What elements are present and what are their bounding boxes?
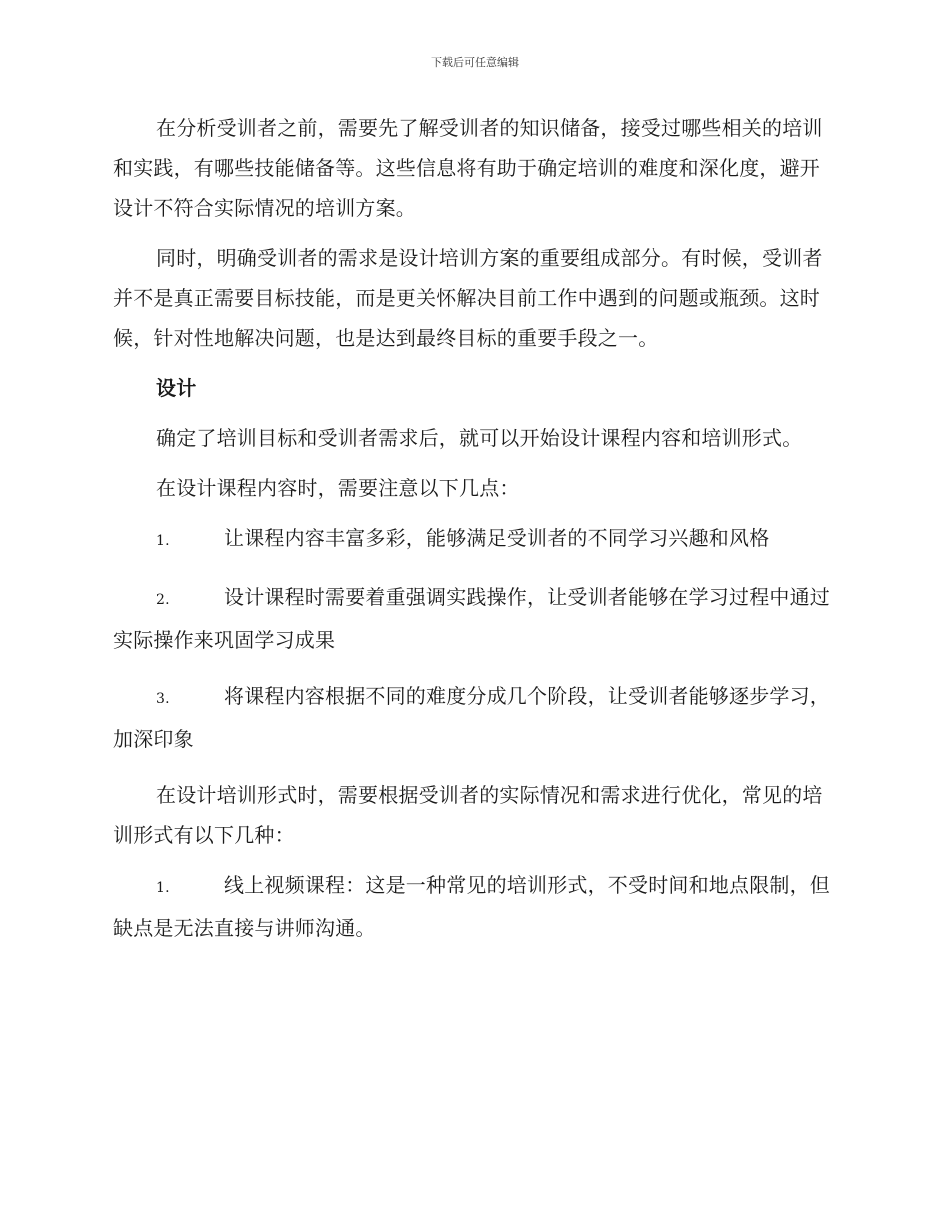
section-heading-design: 设计 — [156, 376, 197, 400]
paragraph-design-intro: 确定了培训目标和受训者需求后，就可以开始设计课程内容和培训形式。 — [156, 426, 803, 450]
list-item-text: 线上视频课程：这是一种常见的培训形式，不受时间和地点限制，但缺点是无法直接与讲师沟通。 — [113, 873, 830, 940]
paragraph-knowledge: 在分析受训者之前，需要先了解受训者的知识储备，接受过哪些相关的培训和实践，有哪些技能储备等。这些信息将有助于确定培训的难度和深化度，避开设计不符合实际情况的培训方案。 — [113, 116, 823, 220]
list-item — [113, 865, 833, 948]
list-item — [113, 676, 833, 759]
course-content-list — [113, 518, 833, 759]
list-item — [113, 577, 833, 660]
list-item-text: 设计课程时需要着重强调实践操作，让受训者能够在学习过程中通过实际操作来巩固学习成果 — [113, 585, 830, 652]
list-item — [113, 518, 833, 561]
list-item-number: 1. — [156, 533, 170, 549]
list-item-number: 2. — [156, 592, 170, 608]
list-item-text: 让课程内容丰富多彩，能够满足受训者的不同学习兴趣和风格 — [224, 526, 770, 550]
paragraph-needs: 同时，明确受训者的需求是设计培训方案的重要组成部分。有时候，受训者并不是真正需要目标技能，而是更关怀解决目前工作中遇到的问题或瓶颈。这时候，针对性地解决问题，也是达到最终目标的重要手段之一。 — [113, 246, 823, 350]
paragraph-training-format: 在设计培训形式时，需要根据受训者的实际情况和需求进行优化，常见的培训形式有以下几种： — [113, 783, 823, 847]
page-header: 下载后可任意编辑 — [431, 56, 519, 69]
paragraph-course-content: 在设计课程内容时，需要注意以下几点： — [156, 476, 520, 500]
training-format-list — [113, 865, 833, 948]
list-item-number: 3. — [156, 691, 170, 707]
list-item-number: 1. — [156, 880, 170, 896]
list-item-text: 将课程内容根据不同的难度分成几个阶段，让受训者能够逐步学习，加深印象 — [113, 684, 830, 751]
document-body — [113, 108, 833, 964]
